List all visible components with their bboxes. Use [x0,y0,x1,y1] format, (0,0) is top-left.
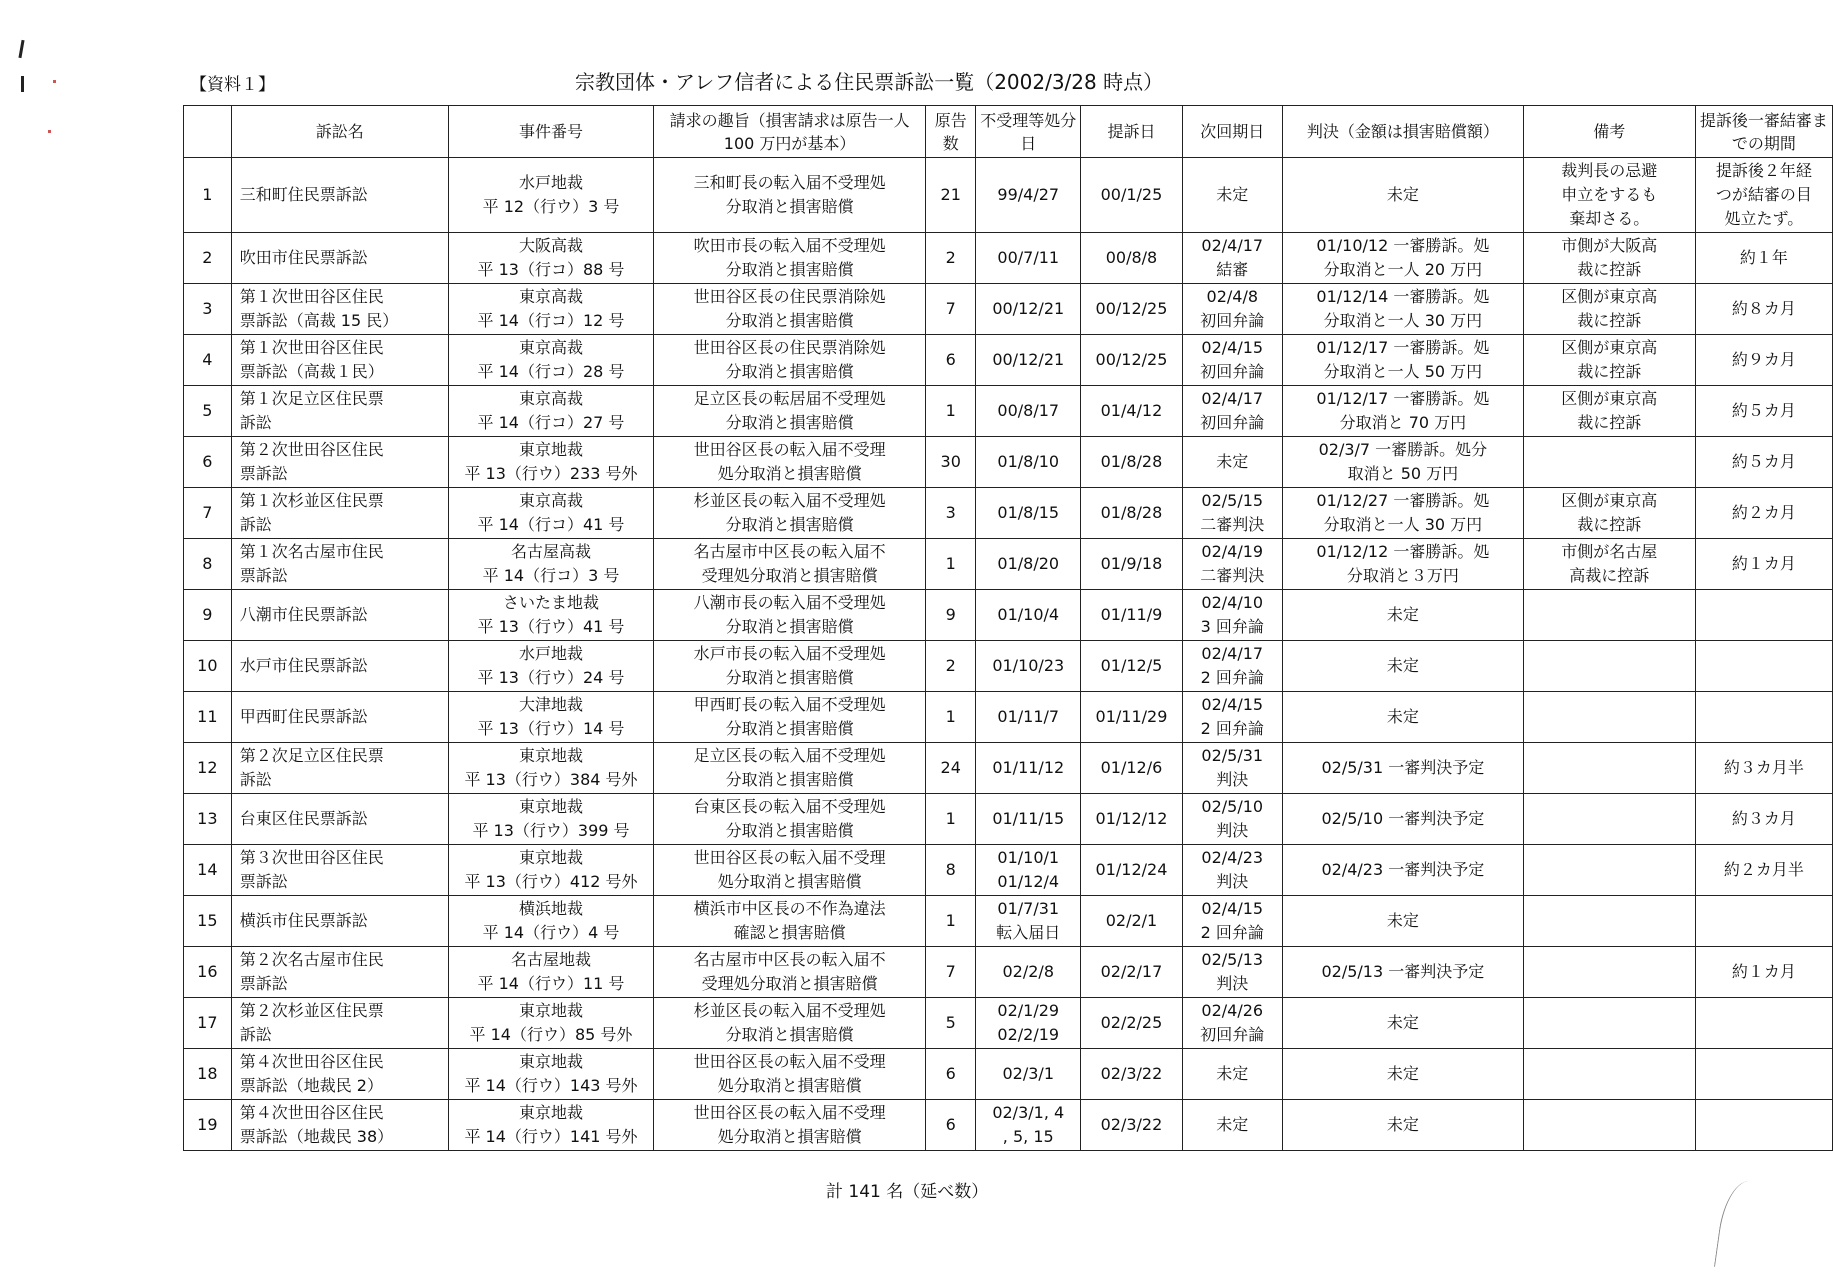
period [1695,1100,1832,1151]
row-number: 7 [184,488,232,539]
filing-date: 01/11/9 [1081,590,1182,641]
disposition-date: 01/10/4 [976,590,1081,641]
period: 約３カ月半 [1695,743,1832,794]
claim-summary: 世田谷区長の住民票消除処 分取消と損害賠償 [654,335,926,386]
plaintiff-count: 1 [926,692,976,743]
row-number: 15 [184,896,232,947]
judgment: 01/10/12 一審勝訴。処 分取消と一人 20 万円 [1282,233,1523,284]
filing-date: 01/12/6 [1081,743,1182,794]
claim-summary: 世田谷区長の住民票消除処 分取消と損害賠償 [654,284,926,335]
lawsuit-name: 第１次名古屋市住民 票訴訟 [231,539,448,590]
plaintiff-count: 8 [926,845,976,896]
row-number: 9 [184,590,232,641]
case-number: 東京地裁 平 14（行ウ）143 号外 [448,1049,653,1100]
lawsuit-name: 第２次杉並区住民票 訴訟 [231,998,448,1049]
next-hearing: 02/4/23 判決 [1182,845,1282,896]
judgment: 未定 [1282,1049,1523,1100]
lawsuit-name: 第１次世田谷区住民 票訴訟（高裁１民） [231,335,448,386]
table-row [184,488,1833,539]
claim-summary: 世田谷区長の転入届不受理 処分取消と損害賠償 [654,437,926,488]
plaintiff-count: 1 [926,539,976,590]
next-hearing: 02/5/10 判決 [1182,794,1282,845]
remarks: 区側が東京高 裁に控訴 [1523,335,1695,386]
judgment: 未定 [1282,158,1523,233]
column-header: 判決（金額は損害賠償額） [1282,106,1523,158]
disposition-date: 00/8/17 [976,386,1081,437]
column-header: 不受理等処分日 [976,106,1081,158]
table-row [184,437,1833,488]
claim-summary: 世田谷区長の転入届不受理 処分取消と損害賠償 [654,845,926,896]
row-number: 8 [184,539,232,590]
case-number: 名古屋高裁 平 14（行コ）3 号 [448,539,653,590]
table-row [184,539,1833,590]
table-row [184,641,1833,692]
row-number: 10 [184,641,232,692]
disposition-date: 00/12/21 [976,284,1081,335]
period [1695,896,1832,947]
period [1695,998,1832,1049]
lawsuit-name: 吹田市住民票訴訟 [231,233,448,284]
remarks [1523,947,1695,998]
judgment: 01/12/12 一審勝訴。処 分取消と３万円 [1282,539,1523,590]
filing-date: 00/1/25 [1081,158,1182,233]
filing-date: 02/3/22 [1081,1100,1182,1151]
next-hearing: 02/4/15 初回弁論 [1182,335,1282,386]
claim-summary: 世田谷区長の転入届不受理 処分取消と損害賠償 [654,1049,926,1100]
lawsuit-name: 第４次世田谷区住民 票訴訟（地裁民 2） [231,1049,448,1100]
judgment: 未定 [1282,641,1523,692]
claim-summary: 三和町長の転入届不受理処 分取消と損害賠償 [654,158,926,233]
period: 約１カ月 [1695,539,1832,590]
plaintiff-count: 5 [926,998,976,1049]
lawsuit-name: 第２次世田谷区住民 票訴訟 [231,437,448,488]
column-header: 事件番号 [448,106,653,158]
plaintiff-count: 1 [926,794,976,845]
case-number: 東京高裁 平 14（行コ）41 号 [448,488,653,539]
case-number: 東京高裁 平 14（行コ）27 号 [448,386,653,437]
remarks: 裁判長の忌避 申立をするも 棄却さる。 [1523,158,1695,233]
disposition-date: 02/3/1 [976,1049,1081,1100]
period: 約２カ月半 [1695,845,1832,896]
next-hearing: 02/4/17 2 回弁論 [1182,641,1282,692]
disposition-date: 02/1/29 02/2/19 [976,998,1081,1049]
table-row [184,335,1833,386]
row-number: 14 [184,845,232,896]
plaintiff-count: 30 [926,437,976,488]
filing-date: 01/12/24 [1081,845,1182,896]
lawsuit-name: 第１次杉並区住民票 訴訟 [231,488,448,539]
next-hearing: 02/4/17 初回弁論 [1182,386,1282,437]
judgment: 01/12/27 一審勝訴。処 分取消と一人 30 万円 [1282,488,1523,539]
lawsuit-name: 第１次世田谷区住民 票訴訟（高裁 15 民） [231,284,448,335]
column-header: 請求の趣旨（損害請求は原告一人 100 万円が基本） [654,106,926,158]
table-row [184,1049,1833,1100]
claim-summary: 足立区長の転入届不受理処 分取消と損害賠償 [654,743,926,794]
column-header [184,106,232,158]
page-title: 宗教団体・アレフ信者による住民票訴訟一覧（2002/3/28 時点） [575,70,1164,94]
judgment: 02/5/13 一審判決予定 [1282,947,1523,998]
judgment: 未定 [1282,1100,1523,1151]
row-number: 16 [184,947,232,998]
lawsuit-name: 第４次世田谷区住民 票訴訟（地裁民 38） [231,1100,448,1151]
next-hearing: 未定 [1182,158,1282,233]
table-row [184,692,1833,743]
plaintiff-count: 6 [926,1049,976,1100]
claim-summary: 台東区長の転入届不受理処 分取消と損害賠償 [654,794,926,845]
plaintiff-count: 1 [926,386,976,437]
filing-date: 02/2/17 [1081,947,1182,998]
table-row [184,998,1833,1049]
filing-date: 00/12/25 [1081,335,1182,386]
next-hearing: 02/4/15 2 回弁論 [1182,692,1282,743]
disposition-date: 01/10/1 01/12/4 [976,845,1081,896]
case-number: 東京高裁 平 14（行コ）28 号 [448,335,653,386]
period: 約２カ月 [1695,488,1832,539]
judgment: 02/3/7 一審勝訴。処分 取消と 50 万円 [1282,437,1523,488]
claim-summary: 水戸市長の転入届不受理処 分取消と損害賠償 [654,641,926,692]
margin-scribble [1714,1178,1767,1272]
case-number: 水戸地裁 平 12（行ウ）3 号 [448,158,653,233]
filing-date: 01/12/12 [1081,794,1182,845]
row-number: 17 [184,998,232,1049]
next-hearing: 02/5/31 判決 [1182,743,1282,794]
disposition-date: 01/11/7 [976,692,1081,743]
row-number: 2 [184,233,232,284]
judgment: 01/12/17 一審勝訴。処 分取消と一人 50 万円 [1282,335,1523,386]
table-row [184,1100,1833,1151]
column-header: 次回期日 [1182,106,1282,158]
remarks [1523,743,1695,794]
table-row [184,896,1833,947]
margin-mark-3 [53,80,56,83]
remarks: 区側が東京高 裁に控訴 [1523,488,1695,539]
next-hearing: 02/4/15 2 回弁論 [1182,896,1282,947]
remarks: 区側が東京高 裁に控訴 [1523,386,1695,437]
disposition-date: 01/8/15 [976,488,1081,539]
filing-date: 02/2/1 [1081,896,1182,947]
period [1695,1049,1832,1100]
lawsuit-name: 第２次足立区住民票 訴訟 [231,743,448,794]
disposition-date: 01/8/20 [976,539,1081,590]
period: 提訴後２年経 つが結審の目 処立たず。 [1695,158,1832,233]
row-number: 4 [184,335,232,386]
filing-date: 01/11/29 [1081,692,1182,743]
period: 約１カ月 [1695,947,1832,998]
row-number: 11 [184,692,232,743]
lawsuit-name: 水戸市住民票訴訟 [231,641,448,692]
filing-date: 00/12/25 [1081,284,1182,335]
judgment: 未定 [1282,692,1523,743]
case-number: 東京地裁 平 13（行ウ）412 号外 [448,845,653,896]
remarks: 市側が名古屋 高裁に控訴 [1523,539,1695,590]
filing-date: 01/12/5 [1081,641,1182,692]
disposition-date: 01/7/31 転入届日 [976,896,1081,947]
plaintiff-count: 2 [926,641,976,692]
filing-date: 01/9/18 [1081,539,1182,590]
next-hearing: 未定 [1182,437,1282,488]
disposition-date: 02/2/8 [976,947,1081,998]
judgment: 未定 [1282,896,1523,947]
claim-summary: 吹田市長の転入届不受理処 分取消と損害賠償 [654,233,926,284]
lawsuit-name: 第１次足立区住民票 訴訟 [231,386,448,437]
plaintiff-count: 7 [926,284,976,335]
judgment: 未定 [1282,998,1523,1049]
table-row [184,743,1833,794]
claim-summary: 甲西町長の転入届不受理処 分取消と損害賠償 [654,692,926,743]
row-number: 13 [184,794,232,845]
next-hearing: 未定 [1182,1049,1282,1100]
next-hearing: 02/4/10 3 回弁論 [1182,590,1282,641]
next-hearing: 02/4/26 初回弁論 [1182,998,1282,1049]
case-number: 大阪高裁 平 13（行コ）88 号 [448,233,653,284]
period [1695,692,1832,743]
margin-mark-2 [21,76,24,92]
next-hearing: 02/4/8 初回弁論 [1182,284,1282,335]
claim-summary: 杉並区長の転入届不受理処 分取消と損害賠償 [654,488,926,539]
column-header: 訴訟名 [231,106,448,158]
judgment: 02/5/10 一審判決予定 [1282,794,1523,845]
lawsuit-name: 第２次名古屋市住民 票訴訟 [231,947,448,998]
lawsuit-table [183,105,1833,1151]
claim-summary: 八潮市長の転入届不受理処 分取消と損害賠償 [654,590,926,641]
period: 約８カ月 [1695,284,1832,335]
claim-summary: 杉並区長の転入届不受理処 分取消と損害賠償 [654,998,926,1049]
case-number: 水戸地裁 平 13（行ウ）24 号 [448,641,653,692]
disposition-date: 01/8/10 [976,437,1081,488]
table-row [184,233,1833,284]
row-number: 19 [184,1100,232,1151]
remarks [1523,590,1695,641]
margin-mark-1 [18,40,24,58]
remarks [1523,692,1695,743]
remarks: 市側が大阪高 裁に控訴 [1523,233,1695,284]
lawsuit-name: 第３次世田谷区住民 票訴訟 [231,845,448,896]
disposition-date: 02/3/1, 4 , 5, 15 [976,1100,1081,1151]
lawsuit-name: 三和町住民票訴訟 [231,158,448,233]
next-hearing: 02/4/19 二審判決 [1182,539,1282,590]
remarks [1523,641,1695,692]
period: 約９カ月 [1695,335,1832,386]
lawsuit-name: 台東区住民票訴訟 [231,794,448,845]
document-tag: 【資料１】 [190,75,275,95]
row-number: 1 [184,158,232,233]
filing-date: 01/8/28 [1081,488,1182,539]
claim-summary: 世田谷区長の転入届不受理 処分取消と損害賠償 [654,1100,926,1151]
remarks [1523,437,1695,488]
remarks [1523,1100,1695,1151]
row-number: 18 [184,1049,232,1100]
table-row [184,284,1833,335]
next-hearing: 02/4/17 結審 [1182,233,1282,284]
case-number: 東京地裁 平 13（行ウ）233 号外 [448,437,653,488]
claim-summary: 横浜市中区長の不作為違法 確認と損害賠償 [654,896,926,947]
filing-date: 01/8/28 [1081,437,1182,488]
judgment: 01/12/14 一審勝訴。処 分取消と一人 30 万円 [1282,284,1523,335]
plaintiff-count: 9 [926,590,976,641]
row-number: 5 [184,386,232,437]
remarks [1523,896,1695,947]
plaintiff-count: 3 [926,488,976,539]
plaintiff-count: 6 [926,1100,976,1151]
lawsuit-name: 八潮市住民票訴訟 [231,590,448,641]
plaintiff-count: 21 [926,158,976,233]
filing-date: 01/4/12 [1081,386,1182,437]
margin-mark-4 [48,130,51,133]
period: 約３カ月 [1695,794,1832,845]
table-row [184,947,1833,998]
period: 約５カ月 [1695,437,1832,488]
case-number: 東京地裁 平 14（行ウ）141 号外 [448,1100,653,1151]
disposition-date: 99/4/27 [976,158,1081,233]
column-header: 備考 [1523,106,1695,158]
period [1695,590,1832,641]
column-header: 提訴後一審結審までの期間 [1695,106,1832,158]
row-number: 12 [184,743,232,794]
claim-summary: 名古屋市中区長の転入届不 受理処分取消と損害賠償 [654,947,926,998]
judgment: 01/12/17 一審勝訴。処 分取消と 70 万円 [1282,386,1523,437]
table-row [184,386,1833,437]
plaintiff-count: 24 [926,743,976,794]
filing-date: 00/8/8 [1081,233,1182,284]
table-body [184,158,1833,1151]
remarks [1523,845,1695,896]
case-number: 東京地裁 平 13（行ウ）384 号外 [448,743,653,794]
table-row [184,794,1833,845]
case-number: 大津地裁 平 13（行ウ）14 号 [448,692,653,743]
case-number: 名古屋地裁 平 14（行ウ）11 号 [448,947,653,998]
column-header: 提訴日 [1081,106,1182,158]
disposition-date: 01/11/12 [976,743,1081,794]
filing-date: 02/3/22 [1081,1049,1182,1100]
remarks [1523,998,1695,1049]
plaintiff-count: 2 [926,233,976,284]
next-hearing: 未定 [1182,1100,1282,1151]
remarks: 区側が東京高 裁に控訴 [1523,284,1695,335]
period [1695,641,1832,692]
table-header [184,106,1833,158]
judgment: 未定 [1282,590,1523,641]
case-number: 東京地裁 平 14（行ウ）85 号外 [448,998,653,1049]
filing-date: 02/2/25 [1081,998,1182,1049]
case-number: 東京高裁 平 14（行コ）12 号 [448,284,653,335]
plaintiff-count: 1 [926,896,976,947]
judgment: 02/5/31 一審判決予定 [1282,743,1523,794]
row-number: 6 [184,437,232,488]
lawsuit-name: 横浜市住民票訴訟 [231,896,448,947]
total-count: 計 141 名（延べ数） [826,1182,989,1202]
disposition-date: 01/11/15 [976,794,1081,845]
judgment: 02/4/23 一審判決予定 [1282,845,1523,896]
header-row [184,106,1833,158]
table-row [184,158,1833,233]
next-hearing: 02/5/13 判決 [1182,947,1282,998]
claim-summary: 足立区長の転居届不受理処 分取消と損害賠償 [654,386,926,437]
period: 約５カ月 [1695,386,1832,437]
remarks [1523,1049,1695,1100]
next-hearing: 02/5/15 二審判決 [1182,488,1282,539]
row-number: 3 [184,284,232,335]
table-row [184,590,1833,641]
table-row [184,845,1833,896]
disposition-date: 00/7/11 [976,233,1081,284]
case-number: 東京地裁 平 13（行ウ）399 号 [448,794,653,845]
column-header: 原告数 [926,106,976,158]
case-number: さいたま地裁 平 13（行ウ）41 号 [448,590,653,641]
period: 約１年 [1695,233,1832,284]
disposition-date: 00/12/21 [976,335,1081,386]
lawsuit-name: 甲西町住民票訴訟 [231,692,448,743]
disposition-date: 01/10/23 [976,641,1081,692]
plaintiff-count: 7 [926,947,976,998]
claim-summary: 名古屋市中区長の転入届不 受理処分取消と損害賠償 [654,539,926,590]
case-number: 横浜地裁 平 14（行ウ）4 号 [448,896,653,947]
plaintiff-count: 6 [926,335,976,386]
remarks [1523,794,1695,845]
